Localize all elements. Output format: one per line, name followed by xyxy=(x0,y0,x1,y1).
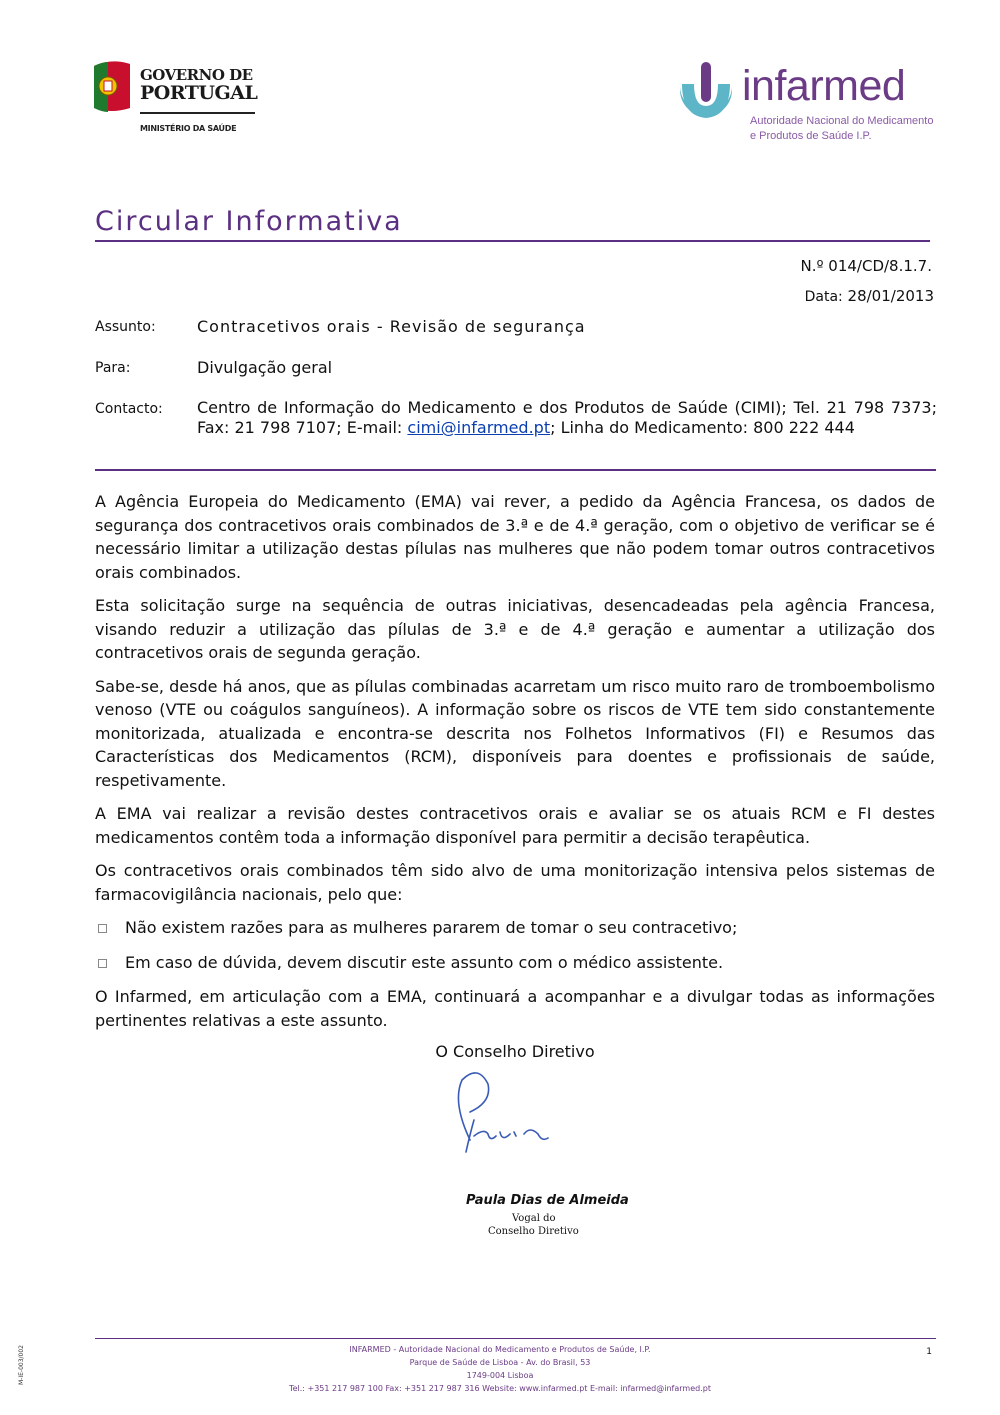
date-value: 28/01/2013 xyxy=(847,287,934,305)
contact-text-before: Centro de Informação do Medicamento e dos Produtos de Saúde (CIMI); Tel. 21 798 7373; Fax: 21 798 7107; E-mail: xyxy=(197,398,937,437)
title-divider xyxy=(95,240,930,242)
infarmed-emblem-icon xyxy=(676,60,736,122)
circular-number: N.º 014/CD/8.1.7. xyxy=(800,257,932,275)
signer-role-line1: Vogal do xyxy=(512,1213,556,1224)
body-paragraph: A Agência Europeia do Medicamento (EMA) vai rever, a pedido da Agência Francesa, os dados de segurança dos contracetivos orais combinados de 3.ª e de 4.ª geração, com o objetivo de verificar se é necessário limitar a utilização destas pílulas nas mulheres que não podem tomar outros contracetivos orais combinados. xyxy=(95,492,935,582)
bullet-text: Em caso de dúvida, devem discutir este assunto com o médico assistente. xyxy=(125,952,724,972)
date-label: Data: xyxy=(804,289,843,305)
governo-de-portugal-logo xyxy=(92,56,262,140)
infarmed-logo xyxy=(676,56,936,151)
footer-line2: Parque de Saúde de Lisboa - Av. do Brasil, 53 xyxy=(409,1358,591,1367)
gov-logo-line1: GOVERNO DE xyxy=(140,66,253,84)
infarmed-subtitle-line2: e Produtos de Saúde I.P. xyxy=(750,130,872,142)
document-code: M-IE-003/002 xyxy=(18,1345,25,1385)
contact-text-after: ; Linha do Medicamento: 800 222 444 xyxy=(550,418,855,437)
footer-divider xyxy=(95,1338,936,1339)
portugal-flag-emblem-icon xyxy=(92,58,132,114)
bullet-item xyxy=(95,951,935,975)
body-paragraph: Esta solicitação surge na sequência de outras iniciativas, desencadeadas pela agência Francesa, visando reduzir a utilização das pílulas de 3.ª e de 4.ª geração e aumentar a utilização dos contracetivos orais de segunda geração. xyxy=(95,596,935,662)
infarmed-wordmark: infarmed xyxy=(742,62,906,110)
signer-name: Paula Dias de Almeida xyxy=(466,1193,629,1208)
gov-logo-line2: PORTUGAL xyxy=(140,82,258,104)
bullet-square-icon xyxy=(98,924,107,933)
body-text xyxy=(95,490,935,1042)
gov-logo-ministry: MINISTÉRIO DA SAÚDE xyxy=(140,124,237,133)
page-number: 1 xyxy=(926,1347,932,1357)
contact-label: Contacto: xyxy=(95,401,163,417)
footer-line1: INFARMED - Autoridade Nacional do Medicamento e Produtos de Saúde, I.P. xyxy=(349,1345,651,1354)
circular-date xyxy=(805,287,934,305)
subject-value: Contracetivos orais - Revisão de segurança xyxy=(197,317,586,336)
bullet-square-icon xyxy=(98,959,107,968)
recipient-value: Divulgação geral xyxy=(197,358,333,377)
handwritten-signature xyxy=(430,1062,630,1162)
subject-label: Assunto: xyxy=(95,319,156,335)
body-paragraph: Sabe-se, desde há anos, que as pílulas combinadas acarretam um risco muito raro de tromboembolismo venoso (VTE ou coágulos sanguíneos). A informação sobre os riscos de VTE tem sido constantemente monitorizada, atualizada e encontra-se descrita nos Folhetos Informativos (FI) e Resumos das Características dos Medicamentos (RCM), disponíveis para doentes e profissionais de saúde, respetivamente. xyxy=(95,676,935,790)
contact-email-link[interactable]: cimi@infarmed.pt xyxy=(407,418,551,437)
footer xyxy=(95,1343,905,1395)
document-title: Circular Informativa xyxy=(95,206,403,237)
infarmed-subtitle-line1: Autoridade Nacional do Medicamento xyxy=(750,115,934,127)
gov-logo-divider xyxy=(140,112,255,114)
footer-line3: 1749-004 Lisboa xyxy=(466,1371,534,1380)
body-paragraph: Os contracetivos orais combinados têm sido alvo de uma monitorização intensiva pelos sistemas de farmacovigilância nacionais, pelo que: xyxy=(95,861,935,904)
footer-line4: Tel.: +351 217 987 100 Fax: +351 217 987 316 Website: www.infarmed.pt E-mail: infarmed@infarmed.pt xyxy=(289,1384,711,1393)
bullet-item xyxy=(95,916,935,940)
body-paragraph: A EMA vai realizar a revisão destes contracetivos orais e avaliar se os atuais RCM e FI destes medicamentos contêm toda a informação disponível para permitir a decisão terapêutica. xyxy=(95,804,935,847)
closing-line: O Conselho Diretivo xyxy=(435,1042,595,1061)
final-paragraph: O Infarmed, em articulação com a EMA, continuará a acompanhar e a divulgar todas as informações pertinentes relativas a este assunto. xyxy=(95,987,935,1030)
header-divider xyxy=(95,469,936,471)
signer-role-line2: Conselho Diretivo xyxy=(488,1226,579,1237)
contact-value xyxy=(197,398,937,438)
recipient-label: Para: xyxy=(95,360,131,376)
bullet-text: Não existem razões para as mulheres pararem de tomar o seu contracetivo; xyxy=(125,918,738,937)
